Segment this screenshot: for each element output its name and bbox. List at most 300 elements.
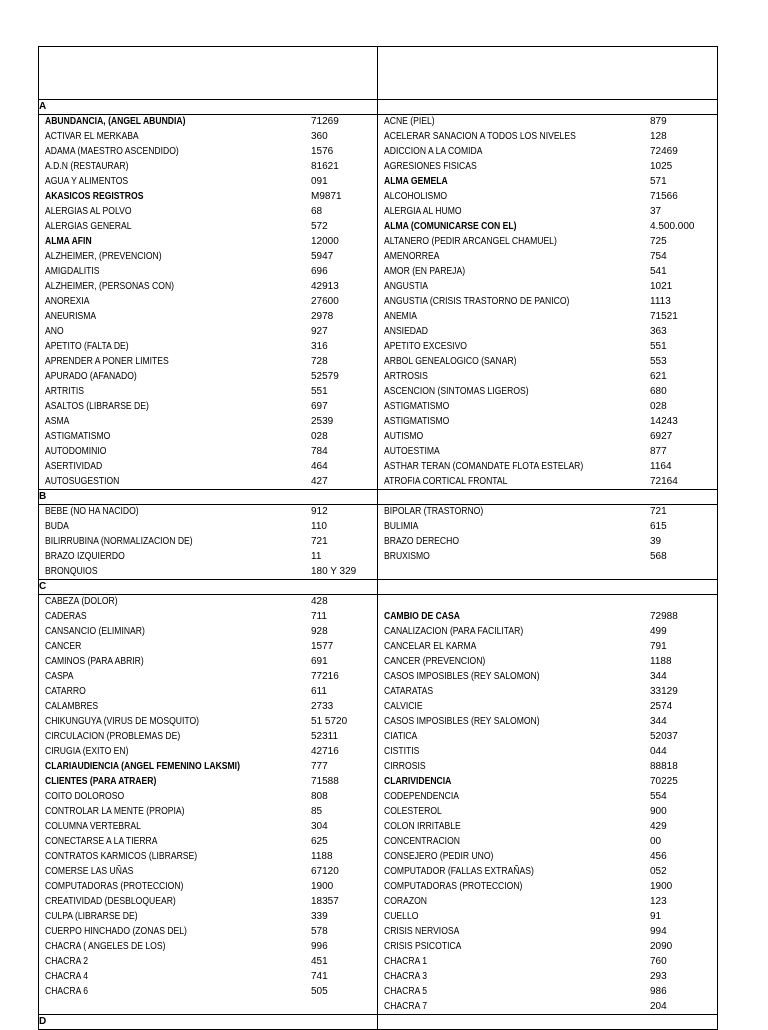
entry-row <box>378 205 717 220</box>
entry-row <box>39 865 377 880</box>
entry-number: 571 <box>650 176 667 187</box>
entry-number: 697 <box>311 401 328 412</box>
entry-row <box>39 535 377 550</box>
entry-number: 5947 <box>311 251 334 262</box>
entry-number: 42716 <box>311 746 339 757</box>
entry-row <box>39 475 377 489</box>
entry-row <box>39 250 377 265</box>
entry-number: 71566 <box>650 191 678 202</box>
entry-name: ALMA (COMUNICARSE CON EL) <box>384 221 517 232</box>
entry-row <box>39 220 377 235</box>
section-letter-row <box>39 580 718 595</box>
entry-number: 696 <box>311 266 328 277</box>
entries-column-right <box>378 115 718 490</box>
entry-number: 1576 <box>311 146 334 157</box>
entry-number: 88818 <box>650 761 678 772</box>
entry-name: CHACRA 7 <box>384 1001 428 1012</box>
entry-name: BULIMIA <box>384 521 419 532</box>
entry-name: APRENDER A PONER LIMITES <box>45 356 169 367</box>
entry-name: CANCER (PREVENCION) <box>384 656 486 667</box>
entry-name: AKASICOS REGISTROS <box>45 191 144 202</box>
entry-name: CALAMBRES <box>45 701 99 712</box>
entry-row <box>378 520 717 535</box>
entry-name: CHACRA 5 <box>384 986 428 997</box>
entry-name: COLESTEROL <box>384 806 442 817</box>
entry-number: 611 <box>311 686 327 697</box>
entry-row <box>39 835 377 850</box>
entry-row <box>378 430 717 445</box>
entry-name: ATROFIA CORTICAL FRONTAL <box>384 476 508 487</box>
entry-row <box>378 565 717 579</box>
entry-number: 451 <box>311 956 328 967</box>
entries-column-left <box>39 505 378 580</box>
entry-number: 1577 <box>311 641 334 652</box>
entry-number: 028 <box>311 431 328 442</box>
entry-row <box>378 610 717 625</box>
entry-number: 996 <box>311 941 328 952</box>
entry-name: ACTIVAR EL MERKABA <box>45 131 139 142</box>
entry-number: 123 <box>650 896 667 907</box>
entry-row <box>378 190 717 205</box>
entry-number: 344 <box>650 716 667 727</box>
section-letter-row <box>39 1015 718 1030</box>
entry-row <box>378 640 717 655</box>
entry-name: CASOS IMPOSIBLES (REY SALOMON) <box>384 671 540 682</box>
entry-name: ALERGIAS AL POLVO <box>45 206 132 217</box>
entry-row <box>378 970 717 985</box>
entry-row <box>378 355 717 370</box>
entry-number: 363 <box>650 326 667 337</box>
entry-name: COMERSE LAS UÑAS <box>45 866 134 877</box>
entry-name: COMPUTADORAS (PROTECCION) <box>45 881 184 892</box>
entry-name: CLARIVIDENCIA <box>384 776 452 787</box>
entry-number: 344 <box>650 671 667 682</box>
entry-row <box>39 190 377 205</box>
entry-number: 12000 <box>311 236 339 247</box>
entry-number: 615 <box>650 521 667 532</box>
entry-name: ALZHEIMER, (PERSONAS CON) <box>45 281 175 292</box>
entry-row <box>378 685 717 700</box>
entry-name: ASTHAR TERAN (COMANDATE FLOTA ESTELAR) <box>384 461 584 472</box>
entry-number: 879 <box>650 116 667 127</box>
entry-row <box>39 820 377 835</box>
entry-name: BIPOLAR (TRASTORNO) <box>384 506 484 517</box>
entry-name: ASCENCION (SINTOMAS LIGEROS) <box>384 386 529 397</box>
entry-name: CASOS IMPOSIBLES (REY SALOMON) <box>384 716 540 727</box>
section-letter: B <box>39 490 378 505</box>
entry-number: 42913 <box>311 281 339 292</box>
entry-row <box>39 460 377 475</box>
entry-number: 339 <box>311 911 328 922</box>
entry-name: ASERTIVIDAD <box>45 461 103 472</box>
section-letter-row <box>39 490 718 505</box>
entry-row <box>378 400 717 415</box>
entry-number: 052 <box>650 866 667 877</box>
entry-number: 2539 <box>311 416 334 427</box>
entry-number: 877 <box>650 446 667 457</box>
entry-row <box>378 655 717 670</box>
entry-row <box>39 130 377 145</box>
entry-name: ABUNDANCIA, (ANGEL ABUNDIA) <box>45 116 186 127</box>
entry-name: ARBOL GENEALOGICO (SANAR) <box>384 356 517 367</box>
header-cell-left <box>39 47 378 100</box>
entry-row <box>378 760 717 775</box>
entry-number: 14243 <box>650 416 678 427</box>
entry-name: COLUMNA VERTEBRAL <box>45 821 141 832</box>
entry-name: BRAZO DERECHO <box>384 536 460 547</box>
entry-number: 900 <box>650 806 667 817</box>
entry-row <box>378 325 717 340</box>
entry-row <box>378 835 717 850</box>
entries-column-right <box>378 505 718 580</box>
entry-number: 428 <box>311 596 328 607</box>
entry-name: CONECTARSE A LA TIERRA <box>45 836 158 847</box>
entry-row <box>39 610 377 625</box>
entry-number: 1021 <box>650 281 673 292</box>
entry-row <box>378 295 717 310</box>
entry-row <box>378 115 717 130</box>
entry-number: 044 <box>650 746 667 757</box>
entry-name: CONCENTRACION <box>384 836 460 847</box>
entry-name: CONTROLAR LA MENTE (PROPIA) <box>45 806 185 817</box>
entry-name: ALERGIA AL HUMO <box>384 206 462 217</box>
entry-name: CANCER <box>45 641 82 652</box>
entry-row <box>378 880 717 895</box>
entry-number: 51 5720 <box>311 716 348 727</box>
entry-row <box>378 340 717 355</box>
entry-number: 71588 <box>311 776 339 787</box>
entry-number: 91 <box>650 911 662 922</box>
entry-number: 70225 <box>650 776 678 787</box>
entry-name: CORAZON <box>384 896 427 907</box>
entry-number: 721 <box>311 536 328 547</box>
entry-number: 71269 <box>311 116 339 127</box>
entry-name: BEBE (NO HA NACIDO) <box>45 506 139 517</box>
entry-name: CONTRATOS KARMICOS (LIBRARSE) <box>45 851 198 862</box>
entry-name: CLARIAUDIENCIA (ANGEL FEMENINO LAKSMI) <box>45 761 240 772</box>
entry-number: 1900 <box>311 881 334 892</box>
entry-row <box>39 205 377 220</box>
entry-number: 912 <box>311 506 328 517</box>
entry-number: 728 <box>311 356 328 367</box>
entries-column-left <box>39 595 378 1015</box>
entry-number: 928 <box>311 626 328 637</box>
entry-row <box>39 430 377 445</box>
entry-name: CHIKUNGUYA (VIRUS DE MOSQUITO) <box>45 716 200 727</box>
entry-row <box>39 400 377 415</box>
entry-name: BILIRRUBINA (NORMALIZACION DE) <box>45 536 193 547</box>
entry-row <box>39 640 377 655</box>
entry-number: 52311 <box>311 731 339 742</box>
entry-row <box>39 805 377 820</box>
entry-number: 711 <box>311 611 327 622</box>
entry-number: 27600 <box>311 296 339 307</box>
entry-row <box>378 925 717 940</box>
entry-name: COMPUTADOR (FALLAS EXTRAÑAS) <box>384 866 534 877</box>
entry-row <box>378 550 717 565</box>
entry-number: 1188 <box>650 656 672 667</box>
entry-row <box>378 805 717 820</box>
entry-number: 551 <box>311 386 328 397</box>
entry-number: 2978 <box>311 311 334 322</box>
entry-name: ARTRITIS <box>45 386 85 397</box>
section-entries-row <box>39 505 718 580</box>
entry-name: CRISIS NERVIOSA <box>384 926 460 937</box>
entry-number: 1025 <box>650 161 673 172</box>
entry-row <box>378 850 717 865</box>
entry-row <box>378 370 717 385</box>
entry-number: 68 <box>311 206 323 217</box>
entry-name: CASPA <box>45 671 74 682</box>
entry-name: ADICCION A LA COMIDA <box>384 146 483 157</box>
entry-row <box>378 310 717 325</box>
entry-row <box>39 655 377 670</box>
section-letter: D <box>39 1015 378 1030</box>
entry-row <box>39 235 377 250</box>
entry-row <box>378 235 717 250</box>
header-cell-right <box>378 47 718 100</box>
entry-name: ANO <box>45 326 64 337</box>
entry-name: BRONQUIOS <box>45 566 98 577</box>
entry-number: 777 <box>311 761 328 772</box>
entry-number: 204 <box>650 1001 667 1012</box>
entry-number: 304 <box>311 821 328 832</box>
entry-number: 71521 <box>650 311 678 322</box>
entry-number: 927 <box>311 326 328 337</box>
entry-name: ASTIGMATISMO <box>45 431 111 442</box>
entry-name: CANCELAR EL KARMA <box>384 641 477 652</box>
entry-name: ALERGIAS GENERAL <box>45 221 132 232</box>
entry-name: A.D.N (RESTAURAR) <box>45 161 129 172</box>
entry-number: 554 <box>650 791 667 802</box>
entry-name: CATARRO <box>45 686 86 697</box>
entry-name: CHACRA 4 <box>45 971 89 982</box>
entry-number: 784 <box>311 446 328 457</box>
entry-name: COLON IRRITABLE <box>384 821 461 832</box>
section-letter-blank <box>378 1015 718 1030</box>
entry-row <box>39 925 377 940</box>
entry-number: 2733 <box>311 701 334 712</box>
entry-name: CHACRA 2 <box>45 956 89 967</box>
entry-row <box>39 295 377 310</box>
entry-name: ALTANERO (PEDIR ARCANGEL CHAMUEL) <box>384 236 557 247</box>
entry-number: 128 <box>650 131 667 142</box>
entry-number: 551 <box>650 341 667 352</box>
section-letter-row <box>39 100 718 115</box>
section-letter: A <box>39 100 378 115</box>
entry-row <box>39 955 377 970</box>
entry-row <box>378 505 717 520</box>
entry-name: CABEZA (DOLOR) <box>45 596 118 607</box>
entry-row <box>39 265 377 280</box>
entry-name: APURADO (AFANADO) <box>45 371 137 382</box>
entry-name: AUTOESTIMA <box>384 446 440 457</box>
entry-name: AMENORREA <box>384 251 440 262</box>
entry-row <box>39 910 377 925</box>
entry-number: 72469 <box>650 146 678 157</box>
entry-row <box>378 130 717 145</box>
entry-number: 028 <box>650 401 667 412</box>
entry-row <box>378 595 717 610</box>
entry-row <box>39 175 377 190</box>
section-entries-row <box>39 595 718 1015</box>
entry-number: 2574 <box>650 701 673 712</box>
entry-number: 791 <box>650 641 667 652</box>
entry-number: 091 <box>311 176 328 187</box>
entry-row <box>39 370 377 385</box>
entry-number: 499 <box>650 626 667 637</box>
entry-number: M9871 <box>311 191 342 202</box>
entry-name: ACNE (PIEL) <box>384 116 435 127</box>
entry-name: ANGUSTIA (CRISIS TRASTORNO DE PANICO) <box>384 296 570 307</box>
entry-number: 741 <box>311 971 328 982</box>
entry-number: 110 <box>311 521 327 532</box>
entry-name: CULPA (LIBRARSE DE) <box>45 911 138 922</box>
entry-row <box>39 505 377 520</box>
entry-row <box>378 775 717 790</box>
entry-row <box>39 385 377 400</box>
entry-name: ANOREXIA <box>45 296 90 307</box>
entry-number: 568 <box>650 551 667 562</box>
entry-name: CUELLO <box>384 911 419 922</box>
entry-row <box>39 895 377 910</box>
entry-name: CHACRA ( ANGELES DE LOS) <box>45 941 166 952</box>
entry-number: 464 <box>311 461 328 472</box>
entry-row <box>39 985 377 1000</box>
entry-name: AMIGDALITIS <box>45 266 100 277</box>
entry-number: 77216 <box>311 671 339 682</box>
entry-number: 18357 <box>311 896 339 907</box>
entry-name: ANSIEDAD <box>384 326 428 337</box>
entry-name: AMOR (EN PAREJA) <box>384 266 466 277</box>
entry-name: ADAMA (MAESTRO ASCENDIDO) <box>45 146 179 157</box>
entry-row <box>39 685 377 700</box>
entry-row <box>378 895 717 910</box>
entry-row <box>378 715 717 730</box>
entry-name: BUDA <box>45 521 69 532</box>
entry-name: ASTIGMATISMO <box>384 416 450 427</box>
entry-name: ANEURISMA <box>45 311 97 322</box>
entry-name: AGUA Y ALIMENTOS <box>45 176 129 187</box>
entry-number: 39 <box>650 536 662 547</box>
entry-row <box>378 670 717 685</box>
entry-row <box>39 415 377 430</box>
entry-name: CREATIVIDAD (DESBLOQUEAR) <box>45 896 176 907</box>
entry-number: 541 <box>650 266 667 277</box>
entry-name: ASALTOS (LIBRARSE DE) <box>45 401 149 412</box>
entry-number: 754 <box>650 251 667 262</box>
header-row <box>39 47 718 100</box>
entry-row <box>39 595 377 610</box>
entry-row <box>39 745 377 760</box>
entry-row <box>378 475 717 489</box>
entry-name: CATARATAS <box>384 686 434 697</box>
entry-number: 1113 <box>650 296 671 307</box>
entry-row <box>378 1000 717 1014</box>
section-entries-row <box>39 115 718 490</box>
entry-number: 505 <box>311 986 328 997</box>
entry-row <box>39 340 377 355</box>
entry-row <box>39 940 377 955</box>
entry-row <box>39 145 377 160</box>
entry-row <box>378 415 717 430</box>
entry-number: 572 <box>311 221 328 232</box>
entry-number: 1164 <box>650 461 672 472</box>
entry-name: CANALIZACION (PARA FACILITAR) <box>384 626 524 637</box>
code-table <box>38 46 718 1030</box>
entry-name: CONSEJERO (PEDIR UNO) <box>384 851 494 862</box>
entry-name: CODEPENDENCIA <box>384 791 460 802</box>
entry-name: CRISIS PSICOTICA <box>384 941 462 952</box>
entry-name: CHACRA 3 <box>384 971 428 982</box>
entry-name: CIATICA <box>384 731 418 742</box>
entry-row <box>39 715 377 730</box>
entry-row <box>378 460 717 475</box>
entry-name: CAMBIO DE CASA <box>384 611 460 622</box>
entry-name: BRUXISMO <box>384 551 430 562</box>
entry-number: 67120 <box>311 866 339 877</box>
entry-number: 429 <box>650 821 667 832</box>
entry-name: AUTISMO <box>384 431 424 442</box>
entry-name: CANSANCIO (ELIMINAR) <box>45 626 145 637</box>
entry-row <box>39 730 377 745</box>
entry-row <box>39 790 377 805</box>
entry-number: 986 <box>650 986 667 997</box>
entry-row <box>39 520 377 535</box>
entries-column-right <box>378 595 718 1015</box>
entry-name: APETITO (FALTA DE) <box>45 341 129 352</box>
entry-number: 553 <box>650 356 667 367</box>
entry-name: ALCOHOLISMO <box>384 191 448 202</box>
entry-row <box>378 790 717 805</box>
entry-number: 85 <box>311 806 323 817</box>
entry-row <box>378 940 717 955</box>
entry-name: COMPUTADORAS (PROTECCION) <box>384 881 523 892</box>
entry-number: 2090 <box>650 941 673 952</box>
entry-name: CUERPO HINCHADO (ZONAS DEL) <box>45 926 187 937</box>
entry-number: 1900 <box>650 881 673 892</box>
entry-number: 760 <box>650 956 667 967</box>
entry-number: 316 <box>311 341 328 352</box>
entry-row <box>39 775 377 790</box>
entry-name: AUTOSUGESTION <box>45 476 120 487</box>
entry-name: CIRUGIA (EXITO EN) <box>45 746 129 757</box>
entry-row <box>39 115 377 130</box>
entry-number: 1188 <box>311 851 333 862</box>
entry-row <box>39 325 377 340</box>
section-letter: C <box>39 580 378 595</box>
entry-row <box>378 745 717 760</box>
entry-row <box>39 310 377 325</box>
entry-number: 37 <box>650 206 662 217</box>
entry-name: CLIENTES (PARA ATRAER) <box>45 776 157 787</box>
entry-number: 578 <box>311 926 328 937</box>
entry-row <box>378 700 717 715</box>
entry-number: 4.500.000 <box>650 221 695 232</box>
entry-row <box>378 160 717 175</box>
entry-row <box>378 865 717 880</box>
section-letter-blank <box>378 580 718 595</box>
entry-row <box>39 565 377 579</box>
entry-name: ANGUSTIA <box>384 281 428 292</box>
entry-row <box>378 265 717 280</box>
entry-name: BRAZO IZQUIERDO <box>45 551 125 562</box>
entry-row <box>378 220 717 235</box>
entry-row <box>378 175 717 190</box>
entry-name: CHACRA 1 <box>384 956 428 967</box>
entry-number: 33129 <box>650 686 678 697</box>
entry-number: 180 Y 329 <box>311 566 357 577</box>
